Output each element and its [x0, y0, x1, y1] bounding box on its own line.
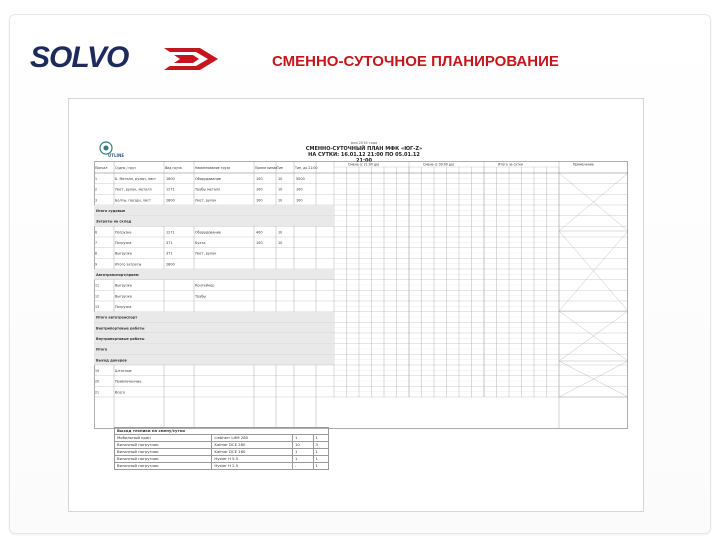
row-value-a: 100	[256, 198, 263, 203]
equipment-name: Вилочный погрузчик	[115, 449, 212, 456]
equipment-count-fact: 3	[313, 442, 329, 449]
row-label: Итого затраты	[115, 262, 142, 267]
row-number: 6	[95, 230, 98, 235]
row-label: Погрузка	[115, 240, 132, 245]
row-label: Выгрузка	[115, 283, 132, 288]
document-heading-date: мая 2016 года	[350, 141, 378, 145]
section-row-shade	[94, 354, 334, 365]
row-number: 20	[95, 379, 100, 384]
row-qty: 2800	[166, 262, 175, 267]
equipment-model: Kalmar DCE 160	[212, 449, 293, 456]
row-value-c: 100	[296, 187, 303, 192]
row-number: 2	[95, 187, 98, 192]
row-cargo: Лист, рулон	[195, 251, 217, 256]
row-label: Погрузка	[115, 304, 132, 309]
row-cargo: Трубы металл	[195, 187, 221, 192]
left-header-cell: Вид груза	[165, 166, 182, 170]
row-label: Внутрипортовые работы	[96, 326, 145, 331]
planning-table	[94, 161, 628, 429]
row-value-a: 100	[256, 187, 263, 192]
equipment-count-plan: 1	[292, 449, 313, 456]
row-label: Итого судовые	[96, 208, 126, 213]
row-value-b: 10	[278, 198, 283, 203]
equipment-row	[115, 463, 329, 470]
row-number: 9	[95, 262, 98, 267]
document-heading-title: СМЕННО-СУТОЧНЫЙ ПЛАН МФК «ЮГ-Z»	[305, 146, 423, 152]
row-label: Всего	[115, 390, 126, 395]
row-cargo: Оборудование	[195, 230, 221, 235]
row-number: 13	[95, 304, 100, 309]
left-header-cell: Тип, до 21:00	[295, 166, 318, 170]
equipment-name: Вилочный погрузчик	[115, 442, 212, 449]
equipment-model: Hyster H 5.5	[212, 456, 293, 463]
section-row-shade	[94, 205, 334, 216]
row-value-c: 5000	[296, 176, 305, 181]
equipment-name: Вилочный погрузчик	[115, 456, 212, 463]
row-label: Итого автотранспорт	[96, 315, 138, 320]
row-number: 7	[95, 240, 98, 245]
group-header: Смена (с 09:00 до)	[423, 162, 455, 167]
logo-text: SOLVO	[30, 41, 129, 74]
row-value-b: 10	[278, 176, 283, 181]
equipment-name: Мобильный кран	[115, 435, 212, 442]
row-value-b: 10	[278, 230, 283, 235]
equipment-name: Вилочный погрузчик	[115, 463, 212, 470]
left-header-cell: Наименование груза	[195, 166, 231, 170]
row-number: 12	[95, 294, 100, 299]
equipment-count-fact: 1	[313, 463, 329, 470]
row-label: Выход докеров	[96, 358, 127, 363]
row-number: 8	[95, 251, 98, 256]
row-label: Автотранспорт/прием	[96, 272, 139, 277]
row-value-a: 400	[256, 230, 263, 235]
left-header-cell: Причал	[95, 166, 108, 170]
group-header: Итого за сутки	[498, 162, 523, 167]
row-label: Итого	[96, 347, 108, 352]
row-qty: 371	[166, 240, 173, 245]
row-number: 21	[95, 390, 100, 395]
row-label: Выгрузка	[115, 251, 132, 256]
logo-arrow-icon	[162, 46, 220, 72]
equipment-count-plan: 1	[292, 435, 313, 442]
company-logo	[30, 40, 220, 76]
row-value-b: 10	[278, 240, 283, 245]
equipment-count-plan: 10	[292, 442, 313, 449]
row-cargo: Трубы	[195, 294, 206, 299]
equipment-count-plan: 1	[292, 456, 313, 463]
row-label: Штатные	[115, 368, 132, 373]
planning-document	[94, 133, 628, 470]
equipment-model: Kalmar DCE 280	[212, 442, 293, 449]
row-cargo: Бухта	[195, 240, 206, 245]
row-number: 11	[95, 283, 100, 288]
row-label: Привлеченные	[115, 379, 142, 384]
equipment-row	[115, 435, 329, 442]
equipment-header: Выход техники на смену/сутки	[115, 428, 329, 435]
row-number: 19	[95, 368, 100, 373]
row-value-b: 10	[278, 187, 283, 192]
row-label: Внутрипортовые работы	[96, 336, 145, 341]
row-label: Выгрузка	[115, 294, 132, 299]
group-header: Смена (с 21:00 до)	[348, 162, 380, 167]
left-header-cell: Тип	[277, 166, 284, 170]
equipment-model: Hyster H 2.5	[212, 463, 293, 470]
row-qty: 1271	[166, 187, 175, 192]
equipment-count-plan: -	[292, 463, 313, 470]
row-number: 1	[95, 176, 98, 181]
row-cargo: Контейнер	[195, 283, 215, 288]
equipment-count-fact: 1	[313, 449, 329, 456]
row-qty: 2800	[166, 198, 175, 203]
row-cargo: Оборудование	[195, 176, 221, 181]
slide-title: СМЕННО-СУТОЧНОЕ ПЛАНИРОВАНИЕ	[272, 53, 559, 70]
group-header: Примечание	[573, 162, 594, 167]
row-label: Затраты на склад	[96, 219, 132, 224]
row-qty: 1800	[166, 176, 175, 181]
section-row-shade	[94, 344, 334, 355]
left-header-cell: Прием линии	[255, 166, 278, 170]
document-heading-period: НА СУТКИ: 16.01.12 21:00 ПО 05.01.12 21:00	[308, 152, 420, 164]
row-value-a: 100	[256, 240, 263, 245]
equipment-row	[115, 456, 329, 463]
equipment-header-row	[115, 428, 329, 435]
equipment-row	[115, 449, 329, 456]
row-cargo: Лист, рулон	[195, 198, 217, 203]
row-value-c: 100	[296, 198, 303, 203]
row-qty: 371	[166, 251, 173, 256]
equipment-model: Liebherr LHM 280	[212, 435, 293, 442]
left-header-cell: Судно / груз	[115, 166, 136, 170]
row-qty: 1271	[166, 230, 175, 235]
equipment-table	[114, 427, 329, 470]
row-label: Б. Металл, рулон, лист	[115, 176, 157, 181]
row-value-a: 100	[256, 176, 263, 181]
equipment-count-fact: 1	[313, 456, 329, 463]
equipment-row	[115, 442, 329, 449]
equipment-count-fact: 1	[313, 435, 329, 442]
document-company: UTLINE	[108, 153, 125, 158]
row-label: Погрузка	[115, 230, 132, 235]
row-number: 3	[95, 198, 98, 203]
row-label: Болты, гвозди, лист	[115, 198, 151, 203]
row-label: Лист, рулон, металл	[115, 187, 152, 192]
